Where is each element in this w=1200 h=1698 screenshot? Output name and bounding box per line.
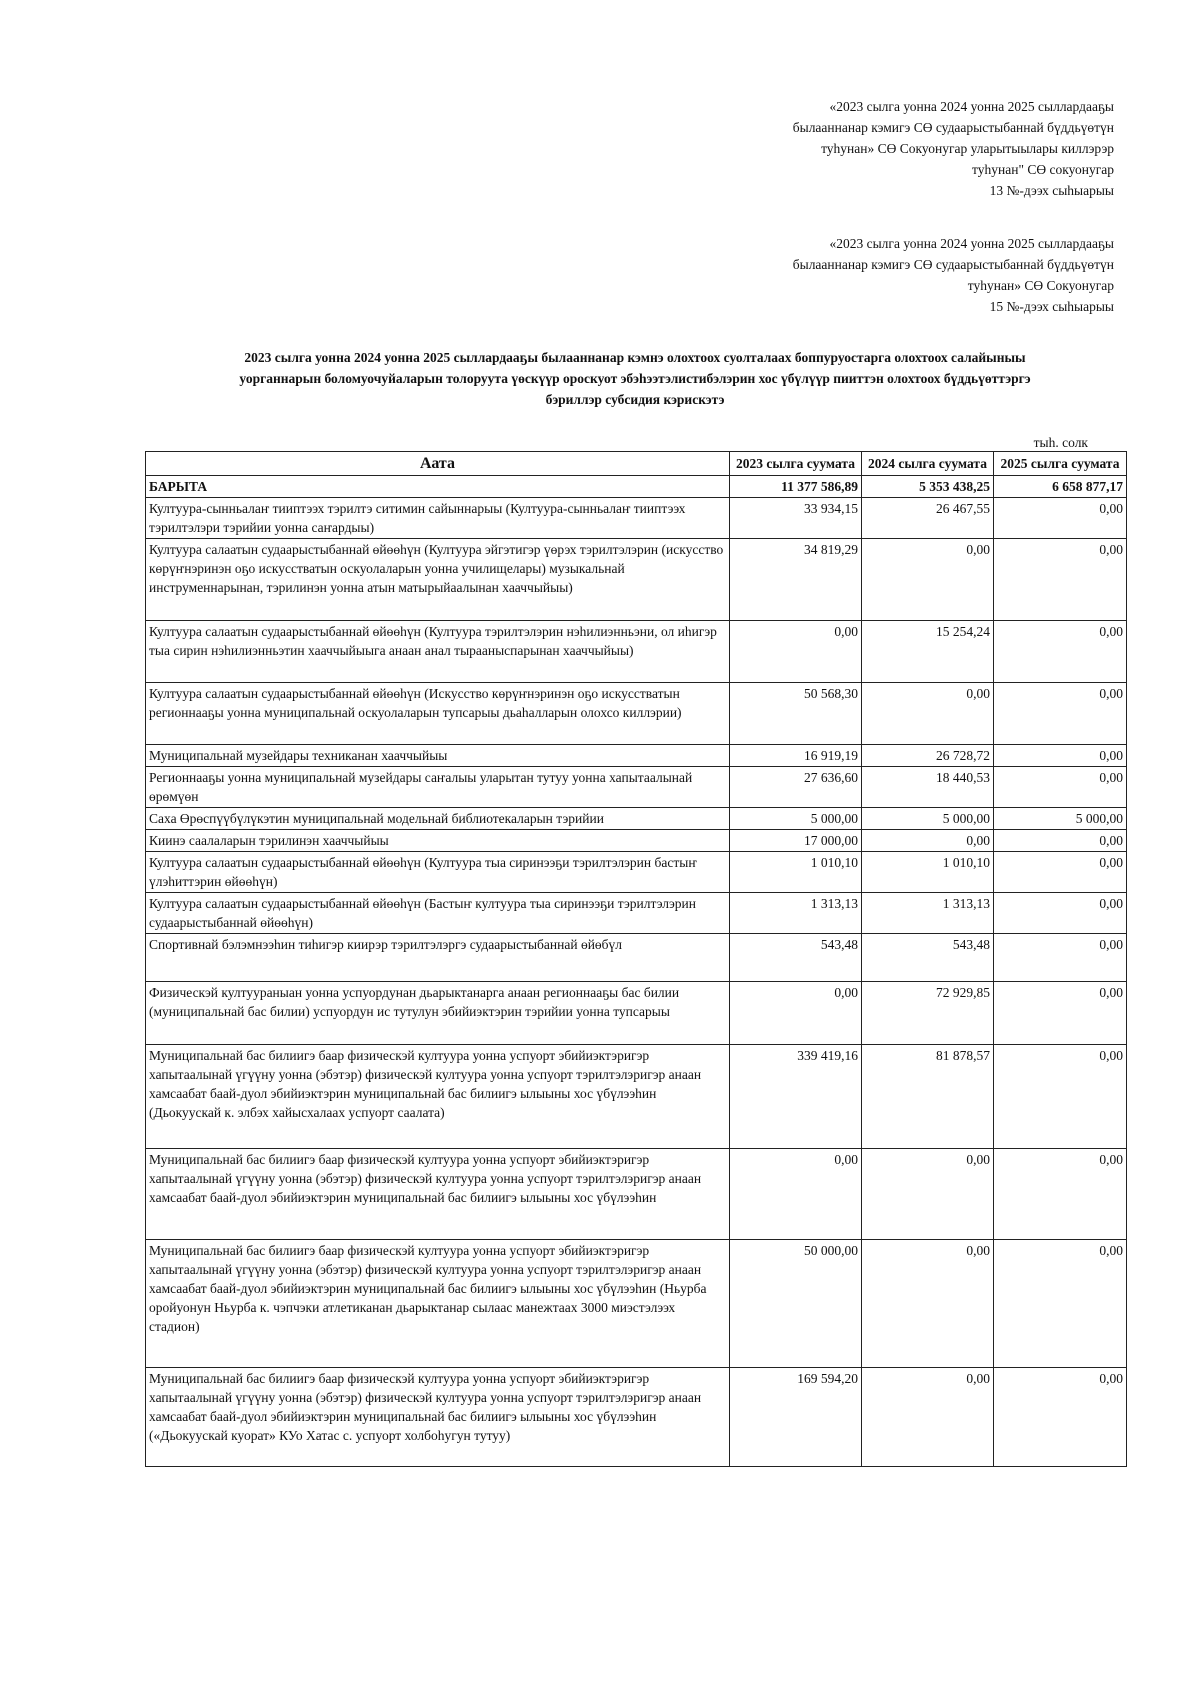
table-row [146, 745, 1127, 767]
row-name: Физическэй култуураныан уонна успуордунан дьарыктанарга анаан регионнааҕы бас билии (муниципальнай бас билии) успуордун ис тутулун эбийиэктэрин тэрийии уонна тупсарыы [146, 982, 730, 1045]
row-2025: 5 000,00 [994, 808, 1127, 830]
appendix-line: туһунан» СӨ Сокуонугар уларытыылары киллэрэр [821, 141, 1114, 156]
title-line: уорганнарын боломуочуйаларын толоруута үөскүүр ороскуот эбэһээтэлистибэлэрин хос үбүлүүр пииттэн олохтоох бүддьүөттэргэ [239, 371, 1031, 386]
row-2025: 0,00 [994, 830, 1127, 852]
total-label: БАРЫТА [146, 476, 730, 498]
row-2023: 0,00 [730, 1149, 862, 1240]
table-row [146, 498, 1127, 539]
appendix-line: «2023 сылга уонна 2024 уонна 2025 сыллардааҕы [829, 99, 1114, 114]
row-2023: 0,00 [730, 982, 862, 1045]
table-row [146, 1240, 1127, 1368]
row-name: Муниципальнай музейдары техниканан хааччыйыы [146, 745, 730, 767]
table-row [146, 934, 1127, 982]
row-2023: 543,48 [730, 934, 862, 982]
row-2025: 0,00 [994, 621, 1127, 683]
row-2023: 34 819,29 [730, 539, 862, 621]
row-2024: 0,00 [862, 1368, 994, 1467]
appendix-line: «2023 сылга уонна 2024 уонна 2025 сыллардааҕы [829, 236, 1114, 251]
appendix-number: 15 №-дээх сыһыарыы [989, 299, 1114, 314]
appendix-line: былааннанар кэмигэ СӨ судаарыстыбаннай бүддьүөтүн [792, 120, 1114, 135]
appendix-line: туһунан» СӨ Сокуонугар [967, 278, 1114, 293]
appendix-line: былааннанар кэмигэ СӨ судаарыстыбаннай бүддьүөтүн [792, 257, 1114, 272]
appendix-line: туһунан" СӨ сокуонугар [972, 162, 1114, 177]
row-name: Муниципальнай бас билиигэ баар физическэй култуура уонна успуорт эбийиэктэригэр хапытаалынай үгүүну уонна (эбэтэр) физическэй култуура уонна успуорт тэрилтэлэригэр анаан хамсаабат баай-дуол эбийиэктэрин муниципальнай бас билиигэ ылыыны хос үбүлээһин («Дьокуускай куорат» КУо Хатас с. успуорт холбоһугун тутуу) [146, 1368, 730, 1467]
row-name: Регионнааҕы уонна муниципальнай музейдары саҥалыы уларытан тутуу уонна хапытаалынай өрөмүөн [146, 767, 730, 808]
table-row [146, 830, 1127, 852]
row-2024: 0,00 [862, 1149, 994, 1240]
table-row [146, 852, 1127, 893]
appendix-number: 13 №-дээх сыһыарыы [989, 183, 1114, 198]
row-name: Муниципальнай бас билиигэ баар физическэй култуура уонна успуорт эбийиэктэригэр хапытаалынай үгүүну уонна (эбэтэр) физическэй култуура уонна успуорт тэрилтэлэригэр анаан хамсаабат баай-дуол эбийиэктэрин муниципальнай бас билиигэ ылыыны хос үбүлээһин [146, 1149, 730, 1240]
row-2025: 0,00 [994, 1240, 1127, 1368]
row-2023: 1 010,10 [730, 852, 862, 893]
title-line: бэриллэр субсидия кэрискэтэ [545, 392, 725, 407]
row-name: Култуура салаатын судаарыстыбаннай өйөөһүн (Искусство көрүҥнэринэн оҕо искусстватын регионнааҕы уонна муниципальнай оскуолаларын тупсарыы дьаһалларын олохсо киллэрии) [146, 683, 730, 745]
document-title [140, 347, 1130, 410]
row-name: Култуура салаатын судаарыстыбаннай өйөөһүн (Култуура эйгэтигэр үөрэх тэрилтэлэрин (искусство көрүҥнэринэн оҕо искусстватын оскуолаларын уонна училищелары) музыкальнай инструменнарынан, тэрилинэн уонна атын матырыйаалынан хааччыйыы) [146, 539, 730, 621]
row-name: Култуура салаатын судаарыстыбаннай өйөөһүн (Култуура тэрилтэлэрин нэһилиэнньэни, ол иһигэр тыа сирин нэһилиэнньэтин хааччыйыыга анаан анал тырааныспарынан хааччыйыы) [146, 621, 730, 683]
row-2025: 0,00 [994, 1368, 1127, 1467]
table-row [146, 1045, 1127, 1149]
row-2024: 15 254,24 [862, 621, 994, 683]
row-2023: 16 919,19 [730, 745, 862, 767]
row-name: Киинэ саалаларын тэрилинэн хааччыйыы [146, 830, 730, 852]
row-name: Саха Өрөспүүбүлүкэтин муниципальнай модельнай библиотекаларын тэрийии [146, 808, 730, 830]
row-2024: 26 728,72 [862, 745, 994, 767]
table-row [146, 982, 1127, 1045]
subsidy-table [145, 451, 1127, 1467]
title-line: 2023 сылга уонна 2024 уонна 2025 сыллардааҕы былааннанар кэмнэ олохтоох суолталаах боппуруостарга олохтоох салайыныы [244, 350, 1026, 365]
table-header-row [146, 452, 1127, 476]
row-2023: 33 934,15 [730, 498, 862, 539]
table-row [146, 1368, 1127, 1467]
total-row [146, 476, 1127, 498]
appendix-15-note [793, 233, 1114, 317]
row-2023: 17 000,00 [730, 830, 862, 852]
row-2023: 169 594,20 [730, 1368, 862, 1467]
row-2024: 5 000,00 [862, 808, 994, 830]
header-2025: 2025 сылга суумата [994, 452, 1127, 476]
table-row [146, 808, 1127, 830]
row-2024: 0,00 [862, 683, 994, 745]
row-2025: 0,00 [994, 683, 1127, 745]
row-2024: 0,00 [862, 539, 994, 621]
table-row [146, 893, 1127, 934]
row-2025: 0,00 [994, 767, 1127, 808]
row-2023: 50 568,30 [730, 683, 862, 745]
row-2024: 18 440,53 [862, 767, 994, 808]
row-name: Спортивнай бэлэмнээһин тиһигэр киирэр тэрилтэлэргэ судаарыстыбаннай өйөбүл [146, 934, 730, 982]
table-row [146, 767, 1127, 808]
table-row [146, 539, 1127, 621]
header-name: Аата [146, 452, 730, 476]
row-2023: 50 000,00 [730, 1240, 862, 1368]
table-row [146, 683, 1127, 745]
total-2023: 11 377 586,89 [730, 476, 862, 498]
row-2023: 1 313,13 [730, 893, 862, 934]
total-2024: 5 353 438,25 [862, 476, 994, 498]
total-2025: 6 658 877,17 [994, 476, 1127, 498]
row-2024: 72 929,85 [862, 982, 994, 1045]
row-name: Муниципальнай бас билиигэ баар физическэй култуура уонна успуорт эбийиэктэригэр хапытаалынай үгүүну уонна (эбэтэр) физическэй култуура уонна успуорт тэрилтэлэригэр анаан хамсаабат баай-дуол эбийиэктэрин муниципальнай бас билиигэ ылыыны хос үбүлээһин (Ньурба оройуонун Ньурба к. чэпчэки атлетиканан дьарыктанар сылаас манежтаах 3000 миэстэлээх стадион) [146, 1240, 730, 1368]
row-2025: 0,00 [994, 1149, 1127, 1240]
table-row [146, 1149, 1127, 1240]
row-2023: 0,00 [730, 621, 862, 683]
row-2025: 0,00 [994, 745, 1127, 767]
row-2024: 1 313,13 [862, 893, 994, 934]
header-2024: 2024 сылга суумата [862, 452, 994, 476]
row-2023: 5 000,00 [730, 808, 862, 830]
row-name: Култуура салаатын судаарыстыбаннай өйөөһүн (Култуура тыа сиринээҕи тэрилтэлэрин бастыҥ үлэһиттэрин өйөөһүн) [146, 852, 730, 893]
row-2023: 27 636,60 [730, 767, 862, 808]
row-2025: 0,00 [994, 934, 1127, 982]
row-2023: 339 419,16 [730, 1045, 862, 1149]
unit-label: тыһ. солк [1033, 435, 1088, 450]
row-2024: 0,00 [862, 830, 994, 852]
appendix-13-note [793, 96, 1114, 201]
row-2025: 0,00 [994, 982, 1127, 1045]
row-2024: 1 010,10 [862, 852, 994, 893]
row-2025: 0,00 [994, 852, 1127, 893]
row-2025: 0,00 [994, 539, 1127, 621]
row-2025: 0,00 [994, 498, 1127, 539]
row-2024: 543,48 [862, 934, 994, 982]
row-2024: 0,00 [862, 1240, 994, 1368]
row-2024: 26 467,55 [862, 498, 994, 539]
row-name: Муниципальнай бас билиигэ баар физическэй култуура уонна успуорт эбийиэктэригэр хапытаалынай үгүүну уонна (эбэтэр) физическэй култуура уонна успуорт тэрилтэлэригэр анаан хамсаабат баай-дуол эбийиэктэрин муниципальнай бас билиигэ ылыыны хос үбүлээһин (Дьокуускай к. элбэх хайысхалаах успуорт саалата) [146, 1045, 730, 1149]
row-name: Култуура салаатын судаарыстыбаннай өйөөһүн (Бастыҥ култуура тыа сиринээҕи тэрилтэлэрин судаарыстыбаннай өйөөһүн) [146, 893, 730, 934]
row-name: Култуура-сынньалаҥ тииптээх тэрилтэ ситимин сайыннарыы (Култуура-сынньалаҥ тииптээх тэрилтэлэри тэрийии уонна саҥардыы) [146, 498, 730, 539]
table-row [146, 621, 1127, 683]
row-2024: 81 878,57 [862, 1045, 994, 1149]
header-2023: 2023 сылга суумата [730, 452, 862, 476]
row-2025: 0,00 [994, 1045, 1127, 1149]
row-2025: 0,00 [994, 893, 1127, 934]
